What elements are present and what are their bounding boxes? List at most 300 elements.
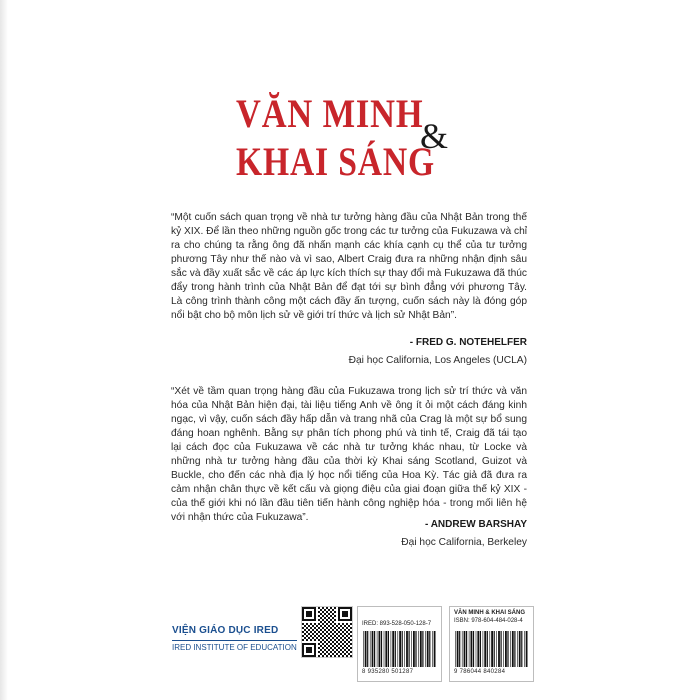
review-quote-1: “Một cuốn sách quan trọng về nhà tư tưởng hàng đầu của Nhật Bản trong thế kỷ XIX. Để lần theo những nguồn gốc trong các tư tưởng của Fukuzawa và chỉ ra cho chúng ta rằng ông đã nhấn mạnh các khía cạnh cụ thể của tư tưởng phương Tây như thế nào và vì sao, Albert Craig đưa ra những nhận định sâu sắc và đầy xuất sắc về các áp lực kích thích sự thay đổi mà Fukuzawa đã thúc đẩy trong hành trình của Nhật Bản để đạt tới sự bình đẳng với phương Tây. Là công trình thành công một cách đầy ấn tượng, cuốn sách này là đóng góp nổi bật cho bộ môn lịch sử về giới trí thức và lịch sử Nhật Bản”. bbox=[171, 212, 527, 321]
qr-module bbox=[318, 627, 320, 629]
qr-finder-module bbox=[306, 611, 312, 617]
barcode-bar bbox=[409, 631, 410, 667]
qr-module bbox=[308, 633, 310, 635]
qr-code bbox=[301, 606, 353, 658]
barcode-bar bbox=[501, 631, 502, 667]
barcode-bar bbox=[457, 631, 459, 667]
qr-module bbox=[328, 645, 330, 647]
qr-module bbox=[326, 643, 328, 645]
qr-module bbox=[332, 641, 334, 643]
barcode-bar bbox=[381, 631, 382, 667]
barcode-bar bbox=[471, 631, 473, 667]
barcode-bar bbox=[434, 631, 436, 667]
qr-module bbox=[330, 607, 332, 609]
qr-module bbox=[320, 629, 322, 631]
qr-module bbox=[336, 653, 338, 655]
barcode-bar bbox=[418, 631, 419, 667]
qr-module bbox=[314, 627, 316, 629]
barcode-bar bbox=[411, 631, 412, 667]
qr-module bbox=[328, 637, 330, 639]
qr-module bbox=[350, 639, 352, 641]
qr-module bbox=[344, 645, 346, 647]
barcode-digits-ired: 8 935280 501287 bbox=[362, 669, 414, 675]
qr-module bbox=[344, 641, 346, 643]
qr-module bbox=[328, 653, 330, 655]
qr-module bbox=[334, 635, 336, 637]
qr-module bbox=[340, 653, 342, 655]
qr-module bbox=[314, 623, 316, 625]
qr-module bbox=[322, 631, 324, 633]
qr-module bbox=[322, 623, 324, 625]
qr-module bbox=[320, 653, 322, 655]
qr-module bbox=[318, 623, 320, 625]
qr-module bbox=[344, 633, 346, 635]
barcode-bar bbox=[521, 631, 522, 667]
barcode-bar bbox=[427, 631, 429, 667]
barcode-bar bbox=[422, 631, 423, 667]
qr-module bbox=[342, 631, 344, 633]
qr-module bbox=[326, 607, 328, 609]
qr-module bbox=[338, 623, 340, 625]
qr-module bbox=[334, 627, 336, 629]
barcode-bar bbox=[363, 631, 364, 667]
qr-module bbox=[312, 633, 314, 635]
qr-module bbox=[340, 625, 342, 627]
review-author-1: - FRED G. NOTEHELFER bbox=[409, 337, 527, 348]
qr-module bbox=[318, 655, 320, 657]
qr-module bbox=[314, 631, 316, 633]
qr-module bbox=[336, 641, 338, 643]
publisher-subtitle: IRED INSTITUTE OF EDUCATION bbox=[172, 640, 297, 652]
qr-module bbox=[322, 615, 324, 617]
qr-module bbox=[348, 625, 350, 627]
qr-module bbox=[326, 647, 328, 649]
qr-module bbox=[312, 637, 314, 639]
qr-module bbox=[334, 623, 336, 625]
barcode-bar bbox=[377, 631, 378, 667]
qr-module bbox=[338, 631, 340, 633]
barcode-bar bbox=[415, 631, 416, 667]
publisher-name: VIỆN GIÁO DỤC IRED bbox=[172, 625, 279, 636]
qr-module bbox=[338, 639, 340, 641]
qr-module bbox=[326, 631, 328, 633]
qr-module bbox=[334, 631, 336, 633]
qr-module bbox=[330, 611, 332, 613]
qr-module bbox=[340, 645, 342, 647]
qr-module bbox=[302, 623, 304, 625]
barcode-bar bbox=[455, 631, 456, 667]
qr-module bbox=[326, 651, 328, 653]
qr-module bbox=[336, 645, 338, 647]
qr-module bbox=[322, 655, 324, 657]
qr-module bbox=[330, 643, 332, 645]
barcode-bar bbox=[462, 631, 463, 667]
barcode-bars-isbn bbox=[454, 631, 529, 667]
title-line-2: KHAI SÁNG bbox=[236, 139, 435, 184]
barcode-bar bbox=[406, 631, 408, 667]
qr-module bbox=[324, 641, 326, 643]
barcode-box-isbn bbox=[449, 606, 534, 682]
qr-module bbox=[342, 643, 344, 645]
qr-module bbox=[320, 609, 322, 611]
qr-module bbox=[326, 619, 328, 621]
title-ampersand: & bbox=[420, 116, 449, 156]
qr-module bbox=[330, 619, 332, 621]
qr-module bbox=[334, 615, 336, 617]
qr-module bbox=[332, 653, 334, 655]
qr-module bbox=[334, 647, 336, 649]
barcode-bar bbox=[425, 631, 426, 667]
barcode-bar bbox=[469, 631, 470, 667]
qr-module bbox=[328, 621, 330, 623]
barcode-bar bbox=[507, 631, 508, 667]
barcode-bar bbox=[514, 631, 515, 667]
qr-module bbox=[314, 635, 316, 637]
barcode-bar bbox=[476, 631, 477, 667]
barcode-bar bbox=[498, 631, 500, 667]
qr-module bbox=[302, 639, 304, 641]
qr-module bbox=[336, 649, 338, 651]
qr-module bbox=[344, 649, 346, 651]
barcode-box-ired bbox=[357, 606, 442, 682]
barcode-bar bbox=[484, 631, 486, 667]
barcode-bar bbox=[466, 631, 467, 667]
qr-module bbox=[316, 633, 318, 635]
qr-module bbox=[348, 645, 350, 647]
qr-module bbox=[328, 613, 330, 615]
qr-module bbox=[332, 609, 334, 611]
barcode-bar bbox=[395, 631, 396, 667]
barcode-bar bbox=[413, 631, 415, 667]
qr-module bbox=[306, 623, 308, 625]
qr-module bbox=[318, 643, 320, 645]
barcode-bar bbox=[459, 631, 460, 667]
barcode-bar bbox=[402, 631, 403, 667]
qr-module bbox=[330, 627, 332, 629]
qr-module bbox=[346, 655, 348, 657]
qr-module bbox=[350, 647, 352, 649]
barcode-bar bbox=[517, 631, 518, 667]
qr-module bbox=[306, 639, 308, 641]
qr-module bbox=[330, 639, 332, 641]
qr-module bbox=[320, 649, 322, 651]
qr-module bbox=[346, 647, 348, 649]
qr-module bbox=[340, 637, 342, 639]
qr-module bbox=[336, 625, 338, 627]
qr-module bbox=[342, 639, 344, 641]
qr-module bbox=[338, 643, 340, 645]
qr-module bbox=[346, 651, 348, 653]
barcode-bar bbox=[372, 631, 374, 667]
qr-module bbox=[338, 655, 340, 657]
barcode-bar bbox=[503, 631, 504, 667]
qr-module bbox=[302, 635, 304, 637]
barcode-bar bbox=[384, 631, 385, 667]
qr-module bbox=[340, 633, 342, 635]
qr-module bbox=[304, 629, 306, 631]
qr-module bbox=[312, 629, 314, 631]
qr-module bbox=[348, 637, 350, 639]
barcode-bar bbox=[391, 631, 392, 667]
barcode-bar bbox=[379, 631, 381, 667]
qr-module bbox=[328, 633, 330, 635]
qr-module bbox=[332, 617, 334, 619]
barcode-code-isbn: ISBN: 978-604-484-028-4 bbox=[454, 618, 523, 624]
qr-module bbox=[306, 631, 308, 633]
qr-module bbox=[332, 621, 334, 623]
qr-module bbox=[346, 639, 348, 641]
qr-module bbox=[324, 621, 326, 623]
qr-module bbox=[304, 637, 306, 639]
qr-module bbox=[318, 619, 320, 621]
qr-module bbox=[334, 619, 336, 621]
qr-module bbox=[310, 631, 312, 633]
qr-module bbox=[344, 629, 346, 631]
qr-module bbox=[328, 625, 330, 627]
qr-module bbox=[320, 645, 322, 647]
qr-module bbox=[304, 625, 306, 627]
qr-module bbox=[320, 625, 322, 627]
qr-module bbox=[350, 635, 352, 637]
qr-module bbox=[320, 621, 322, 623]
barcode-bar bbox=[510, 631, 511, 667]
qr-module bbox=[322, 611, 324, 613]
qr-module bbox=[346, 643, 348, 645]
qr-module bbox=[338, 635, 340, 637]
qr-module bbox=[306, 627, 308, 629]
qr-module bbox=[342, 623, 344, 625]
barcode-bar bbox=[365, 631, 367, 667]
qr-module bbox=[326, 611, 328, 613]
qr-module bbox=[322, 643, 324, 645]
qr-module bbox=[322, 607, 324, 609]
qr-module bbox=[340, 641, 342, 643]
barcode-bar bbox=[494, 631, 495, 667]
qr-module bbox=[310, 627, 312, 629]
barcode-bar bbox=[483, 631, 484, 667]
qr-module bbox=[320, 633, 322, 635]
qr-module bbox=[324, 645, 326, 647]
qr-module bbox=[348, 653, 350, 655]
barcode-bar bbox=[374, 631, 375, 667]
qr-module bbox=[326, 627, 328, 629]
barcode-bar bbox=[512, 631, 514, 667]
qr-module bbox=[350, 631, 352, 633]
qr-module bbox=[318, 611, 320, 613]
qr-module bbox=[310, 639, 312, 641]
qr-module bbox=[308, 629, 310, 631]
qr-module bbox=[302, 627, 304, 629]
qr-module bbox=[322, 647, 324, 649]
qr-module bbox=[330, 635, 332, 637]
barcode-bar bbox=[420, 631, 422, 667]
title-line-1: VĂN MINH bbox=[236, 91, 424, 136]
qr-module bbox=[324, 609, 326, 611]
qr-module bbox=[320, 637, 322, 639]
qr-module bbox=[342, 627, 344, 629]
barcode-bar bbox=[524, 631, 525, 667]
qr-module bbox=[336, 637, 338, 639]
qr-module bbox=[330, 647, 332, 649]
qr-module bbox=[342, 651, 344, 653]
qr-module bbox=[332, 637, 334, 639]
barcode-bar bbox=[490, 631, 491, 667]
qr-module bbox=[334, 611, 336, 613]
qr-module bbox=[330, 631, 332, 633]
qr-module bbox=[330, 651, 332, 653]
qr-module bbox=[326, 639, 328, 641]
review-quote-2: “Xét về tầm quan trọng hàng đầu của Fukuzawa trong lịch sử trí thức và văn hóa của Nhật Bản hiện đại, tài liệu tiếng Anh về ông ít ỏi một cách đáng kinh ngạc, vì vậy, cuốn sách đầy hấp dẫn và trang nhã của Crag là một sự bổ sung đáng hoan nghênh. Bằng sự phân tích phong phú và tinh tế, Craig đã tái tạo lại cách đọc của Fukuzawa về các nhà tư tưởng khác nhau, từ Locke và những nhà tư tưởng hàng đầu của thời kỳ Khai sáng Scotland, Guizot và Buckle, cho đến các nhà địa lý học nổi tiếng của Hoa Kỳ. Tác giả đã đưa ra cảm nhận chân thực về kết cấu và giọng điệu của giai đoạn giữa thế kỷ XIX - của thế giới khi nó lần đầu tiên tiến hành công nghiệp hóa - trong mối liên hệ với nhận thức của Fukuzawa”. bbox=[171, 386, 527, 523]
qr-module bbox=[330, 655, 332, 657]
barcode-bar bbox=[480, 631, 481, 667]
qr-module bbox=[308, 625, 310, 627]
qr-module bbox=[306, 635, 308, 637]
qr-module bbox=[340, 649, 342, 651]
qr-module bbox=[322, 639, 324, 641]
barcode-bar bbox=[496, 631, 497, 667]
qr-module bbox=[316, 637, 318, 639]
qr-module bbox=[310, 635, 312, 637]
qr-module bbox=[332, 633, 334, 635]
qr-finder-module bbox=[342, 611, 348, 617]
barcode-bar bbox=[388, 631, 389, 667]
qr-module bbox=[322, 635, 324, 637]
qr-module bbox=[348, 649, 350, 651]
barcode-bar bbox=[370, 631, 371, 667]
book-title bbox=[0, 92, 700, 192]
qr-module bbox=[322, 627, 324, 629]
qr-module bbox=[348, 629, 350, 631]
qr-module bbox=[324, 633, 326, 635]
qr-module bbox=[330, 623, 332, 625]
qr-module bbox=[344, 653, 346, 655]
barcode-bar bbox=[464, 631, 466, 667]
barcode-bar bbox=[526, 631, 528, 667]
qr-module bbox=[318, 651, 320, 653]
barcode-bar bbox=[429, 631, 430, 667]
qr-module bbox=[314, 639, 316, 641]
qr-module bbox=[350, 623, 352, 625]
barcode-bar bbox=[491, 631, 493, 667]
qr-module bbox=[342, 647, 344, 649]
barcode-bar bbox=[392, 631, 394, 667]
qr-module bbox=[318, 635, 320, 637]
qr-module bbox=[322, 619, 324, 621]
barcode-bar bbox=[399, 631, 401, 667]
qr-module bbox=[322, 651, 324, 653]
qr-module bbox=[334, 651, 336, 653]
qr-module bbox=[332, 645, 334, 647]
barcode-bar bbox=[473, 631, 474, 667]
qr-module bbox=[328, 649, 330, 651]
barcode-bar bbox=[477, 631, 479, 667]
qr-module bbox=[328, 609, 330, 611]
barcode-bar bbox=[367, 631, 368, 667]
qr-module bbox=[332, 613, 334, 615]
qr-module bbox=[326, 623, 328, 625]
qr-module bbox=[324, 613, 326, 615]
qr-module bbox=[350, 655, 352, 657]
qr-module bbox=[324, 617, 326, 619]
review-affiliation-2: Đại học California, Berkeley bbox=[401, 537, 527, 548]
barcode-digits-isbn: 9 786044 840284 bbox=[454, 669, 506, 675]
qr-module bbox=[328, 617, 330, 619]
review-author-2: - ANDREW BARSHAY bbox=[424, 519, 527, 530]
qr-module bbox=[338, 647, 340, 649]
barcode-bar bbox=[519, 631, 521, 667]
qr-module bbox=[336, 629, 338, 631]
qr-module bbox=[338, 651, 340, 653]
qr-module bbox=[328, 629, 330, 631]
qr-module bbox=[348, 641, 350, 643]
barcode-bar bbox=[487, 631, 488, 667]
qr-module bbox=[338, 627, 340, 629]
qr-module bbox=[320, 617, 322, 619]
barcode-title-isbn: VĂN MINH & KHAI SÁNG bbox=[454, 610, 526, 616]
qr-finder-module bbox=[306, 647, 312, 653]
qr-module bbox=[334, 607, 336, 609]
barcode-bar bbox=[505, 631, 507, 667]
qr-module bbox=[346, 631, 348, 633]
qr-module bbox=[326, 655, 328, 657]
qr-module bbox=[316, 625, 318, 627]
qr-module bbox=[340, 629, 342, 631]
barcode-bars-ired bbox=[362, 631, 437, 667]
qr-module bbox=[324, 653, 326, 655]
qr-module bbox=[318, 607, 320, 609]
qr-module bbox=[324, 629, 326, 631]
qr-module bbox=[342, 655, 344, 657]
qr-module bbox=[346, 627, 348, 629]
qr-module bbox=[346, 623, 348, 625]
review-affiliation-1: Đại học California, Los Angeles (UCLA) bbox=[348, 355, 527, 366]
barcode-bar bbox=[432, 631, 433, 667]
qr-module bbox=[318, 615, 320, 617]
qr-module bbox=[318, 647, 320, 649]
barcode-bar bbox=[385, 631, 387, 667]
qr-module bbox=[350, 643, 352, 645]
qr-module bbox=[350, 651, 352, 653]
qr-module bbox=[302, 631, 304, 633]
qr-module bbox=[346, 635, 348, 637]
qr-module bbox=[334, 639, 336, 641]
qr-module bbox=[310, 623, 312, 625]
qr-module bbox=[344, 625, 346, 627]
qr-module bbox=[330, 615, 332, 617]
qr-module bbox=[326, 635, 328, 637]
qr-module bbox=[334, 655, 336, 657]
qr-module bbox=[336, 633, 338, 635]
barcode-bar bbox=[404, 631, 405, 667]
qr-module bbox=[334, 643, 336, 645]
qr-module bbox=[350, 627, 352, 629]
qr-module bbox=[304, 633, 306, 635]
qr-module bbox=[308, 637, 310, 639]
qr-module bbox=[344, 637, 346, 639]
qr-module bbox=[320, 641, 322, 643]
qr-module bbox=[318, 639, 320, 641]
qr-code-image bbox=[302, 607, 352, 657]
qr-module bbox=[318, 631, 320, 633]
qr-module bbox=[328, 641, 330, 643]
barcode-bar bbox=[398, 631, 399, 667]
qr-module bbox=[324, 649, 326, 651]
qr-module bbox=[324, 637, 326, 639]
qr-module bbox=[320, 613, 322, 615]
qr-module bbox=[342, 635, 344, 637]
qr-module bbox=[324, 625, 326, 627]
qr-module bbox=[332, 629, 334, 631]
